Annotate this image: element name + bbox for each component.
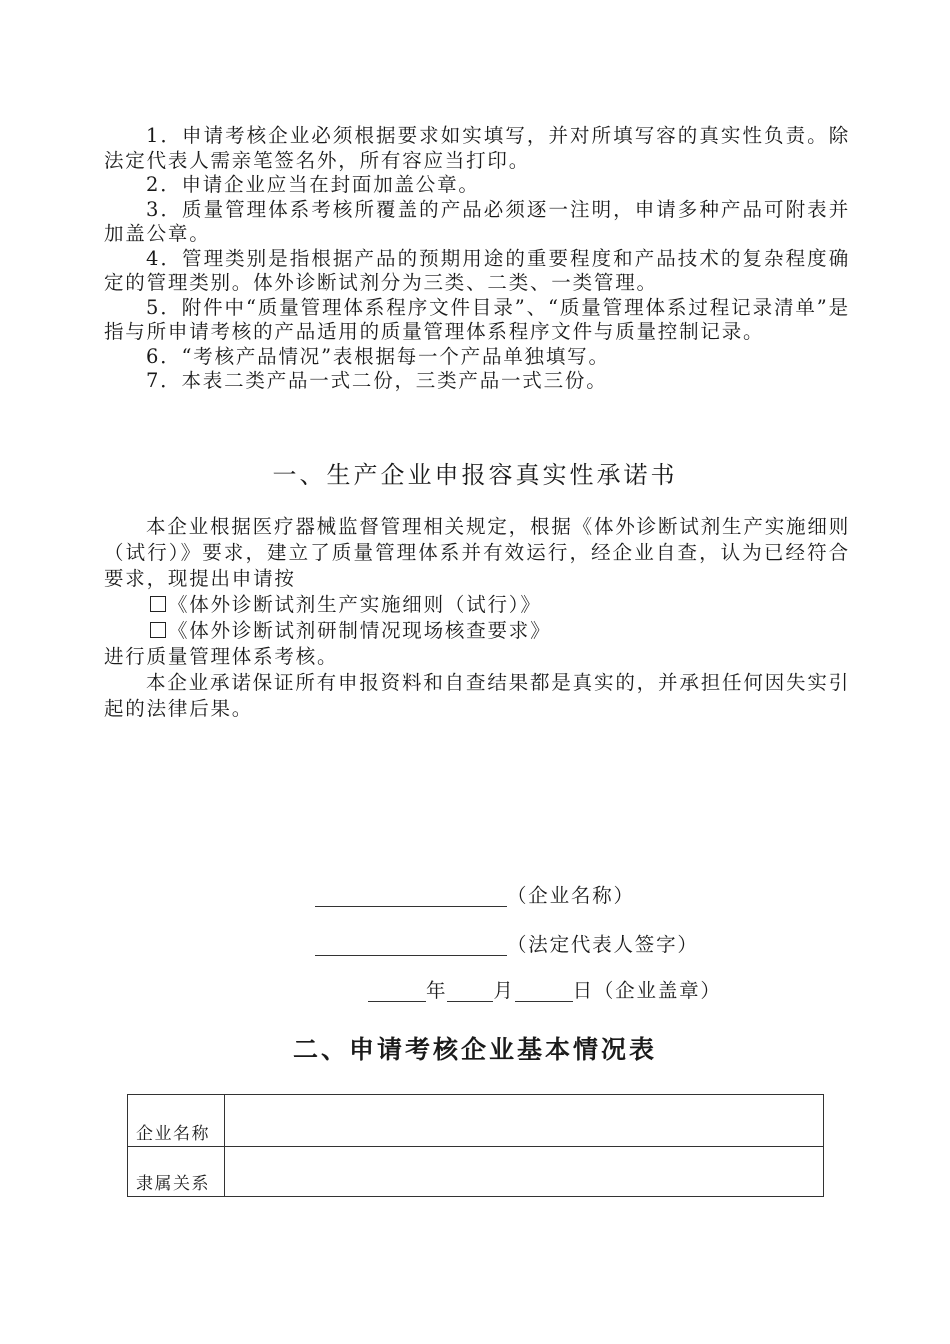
note-7: 7．本表二类产品一式二份，三类产品一式三份。 bbox=[146, 369, 608, 392]
section1-title: 一、生产企业申报容真实性承诺书 bbox=[272, 461, 678, 489]
company-name-blank[interactable] bbox=[315, 886, 507, 907]
legal-rep-line bbox=[315, 929, 699, 957]
notes-section bbox=[104, 124, 850, 394]
note-6: 6．“考核产品情况”表根据每一个产品单独填写。 bbox=[146, 344, 610, 368]
legal-rep-blank[interactable] bbox=[315, 935, 507, 956]
table-row bbox=[128, 1147, 824, 1197]
pledge-intro: 本企业根据医疗器械监督管理相关规定，根据《体外诊断试剂生产实施细则（试行）》要求，建立了质量管理体系并有效运行，经企业自查，认为已经符合要求，现提出申请按 bbox=[104, 515, 850, 590]
basic-info-table bbox=[127, 1094, 824, 1197]
option2-checkbox[interactable] bbox=[150, 622, 166, 638]
company-name-line bbox=[315, 880, 635, 908]
note-3: 3．质量管理体系考核所覆盖的产品必须逐一注明，申请多种产品可附表并加盖公章。 bbox=[104, 197, 850, 245]
option-line-2 bbox=[104, 618, 850, 644]
option2-label: 《体外诊断试剂研制情况现场核查要求》 bbox=[168, 619, 552, 642]
section2-title: 二、申请考核企业基本情况表 bbox=[292, 1035, 657, 1064]
option-line-1 bbox=[104, 592, 850, 618]
pledge-section bbox=[104, 514, 850, 722]
note-5: 5．附件中“质量管理体系程序文件目录”、“质量管理体系过程记录清单”是指与所申请考核的产品适用的质量管理体系程序文件与质量控制记录。 bbox=[104, 295, 850, 343]
pledge-promise: 本企业承诺保证所有申报资料和自查结果都是真实的，并承担任何因失实引起的法律后果。 bbox=[104, 671, 850, 720]
month-label: 月 bbox=[493, 979, 515, 1002]
company-name-cell-label: 企业名称 bbox=[128, 1095, 225, 1147]
note-1: 1．申请考核企业必须根据要求如实填写，并对所填写容的真实性负责。除法定代表人需亲笔签名外，所有容应当打印。 bbox=[104, 124, 850, 172]
table-row bbox=[128, 1095, 824, 1147]
company-name-cell-value[interactable] bbox=[225, 1095, 824, 1147]
day-label: 日（企业盖章） bbox=[572, 979, 722, 1002]
note-2: 2．申请企业应当在封面加盖公章。 bbox=[146, 173, 480, 196]
affiliation-cell-label: 隶属关系 bbox=[128, 1147, 225, 1197]
month-blank[interactable] bbox=[447, 981, 493, 1002]
option1-label: 《体外诊断试剂生产实施细则（试行）》 bbox=[168, 593, 542, 616]
company-name-label: （企业名称） bbox=[507, 884, 635, 907]
year-blank[interactable] bbox=[368, 981, 426, 1002]
note-4: 4．管理类别是指根据产品的预期用途的重要程度和产品技术的复杂程度确定的管理类别。体外诊断试剂分为三类、二类、一类管理。 bbox=[104, 246, 850, 294]
legal-rep-label: （法定代表人签字） bbox=[507, 933, 699, 956]
day-blank[interactable] bbox=[515, 981, 573, 1002]
affiliation-cell-value[interactable] bbox=[225, 1147, 824, 1197]
date-line bbox=[368, 975, 722, 1003]
option1-checkbox[interactable] bbox=[150, 596, 166, 612]
pledge-after: 进行质量管理体系考核。 bbox=[104, 645, 339, 668]
year-label: 年 bbox=[426, 979, 448, 1002]
